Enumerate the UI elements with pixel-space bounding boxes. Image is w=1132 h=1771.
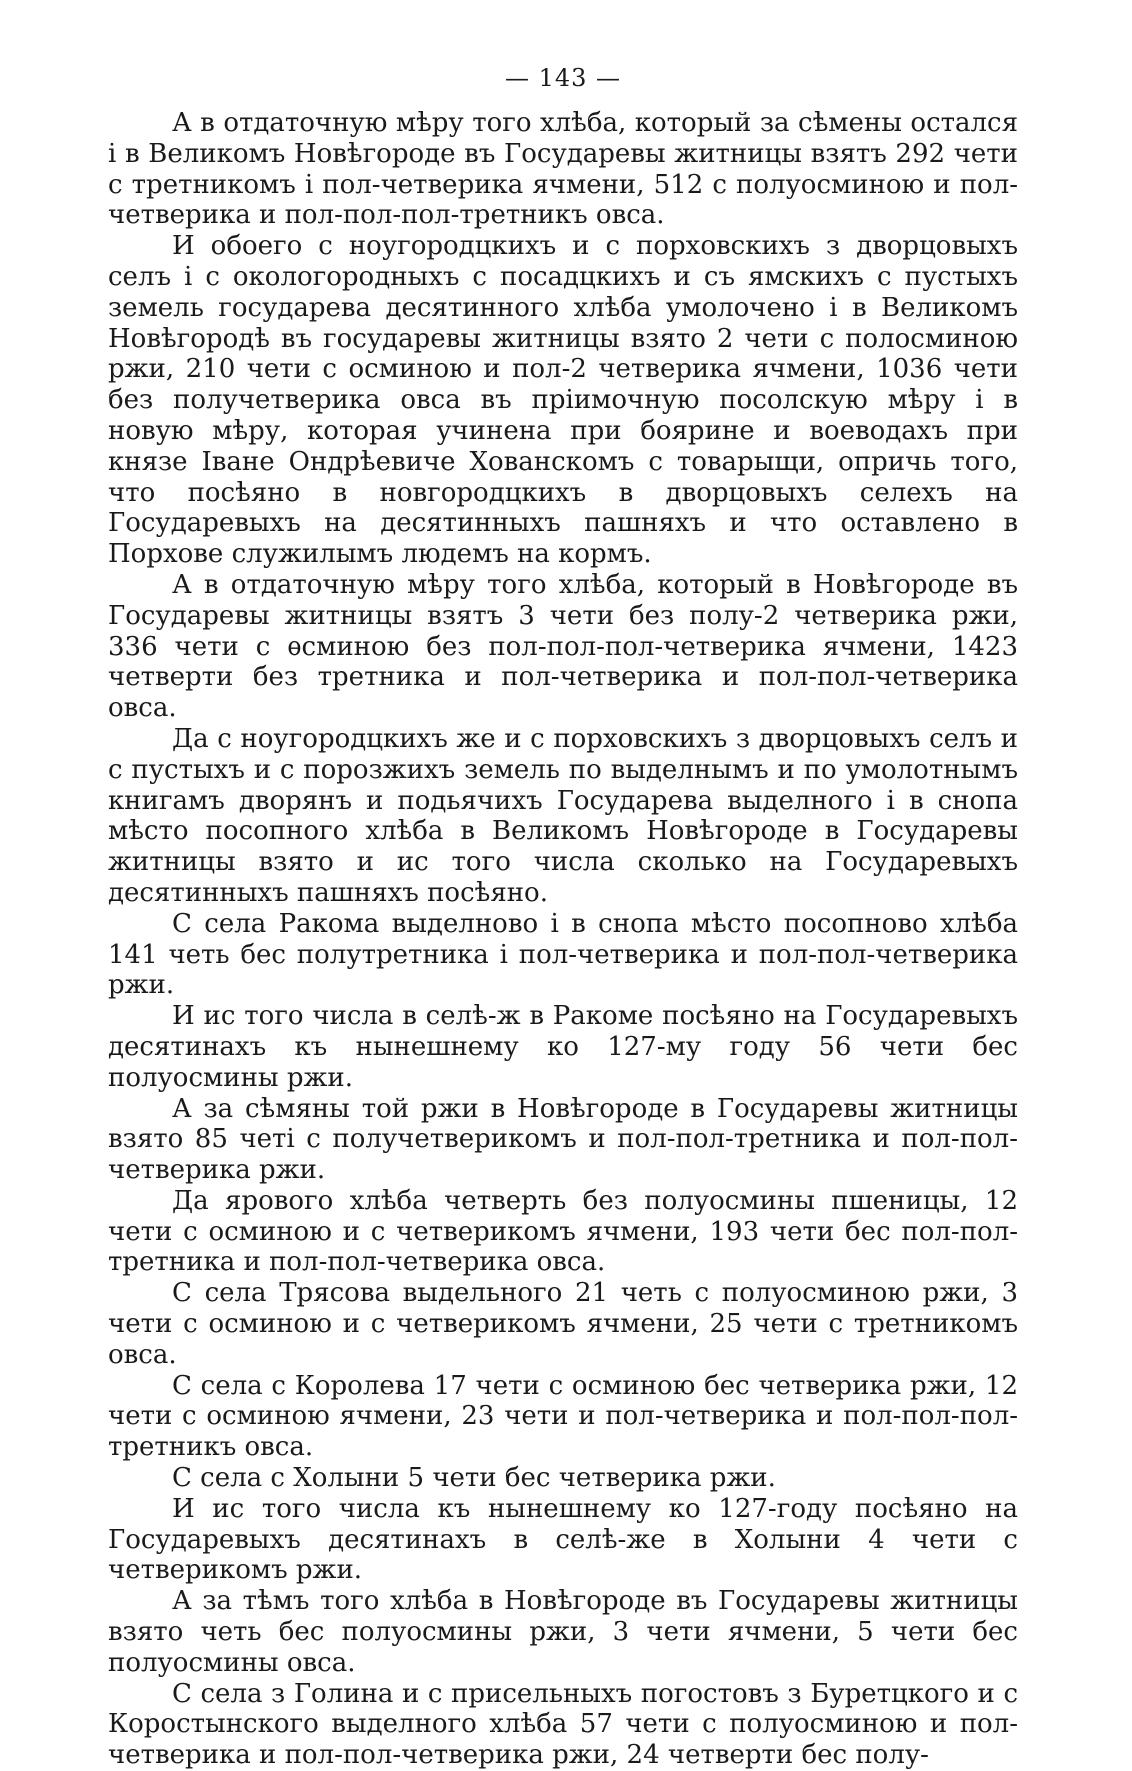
paragraph-14: С села з Голина и с присельныхъ погостовъ з Буретцкого и с Коростынского выделного хлѣба 57 чети с полуосминою и пол-четверика и пол-пол-четверика ржи, 24 четверти бес полу- <box>108 1678 1018 1771</box>
paragraph-5: С села Ракома выделново і в снопа мѣсто посопново хлѣба 141 четь бес полутретника і пол-четверика и пол-пол-четверика ржи. <box>108 908 1018 1001</box>
page-number: — 143 — <box>504 64 622 92</box>
paragraph-10: С села с Королева 17 чети с осминою бес четверика ржи, 12 чети с осминою ячмени, 23 чети и пол-четверика и пол-пол-пол-третникъ овса. <box>108 1370 1018 1463</box>
paragraph-7: А за сѣмяны той ржи в Новѣгороде в Государевы житницы взято 85 четі с получетверикомъ и пол-пол-третника и пол-пол-четверика ржи. <box>108 1093 1018 1186</box>
document-page <box>108 60 1018 1771</box>
paragraph-1: А в отдаточную мѣру того хлѣба, который за сѣмены остался і в Великомъ Новѣгороде въ Государевы житницы взятъ 292 чети с третникомъ і пол-четверика ячмени, 512 с полуосминою и пол-четверика и пол-пол-пол-третникъ овса. <box>108 108 1018 231</box>
paragraph-12: И ис того числа къ нынешнему ко 127-году посѣяно на Государевыхъ десятинахъ в селѣ-же в Холыни 4 чети с четверикомъ ржи. <box>108 1493 1018 1586</box>
paragraph-11: С села с Холыни 5 чети бес четверика ржи. <box>172 1463 776 1494</box>
paragraph-8: Да ярового хлѣба четверть без полуосмины пшеницы, 12 чети с осминою и с четверикомъ ячмени, 193 чети бес пол-пол-третника и пол-пол-четверика овса. <box>108 1185 1018 1278</box>
paragraph-13: А за тѣмъ того хлѣба в Новѣгороде въ Государевы житницы взято четь бес полуосмины ржи, 3 чети ячмени, 5 чети бес полуосмины овса. <box>108 1586 1018 1678</box>
paragraph-9: С села Трясова выдельного 21 четь с полуосминою ржи, 3 чети с осминою и с четверикомъ ячмени, 25 чети с третникомъ овса. <box>108 1278 1018 1370</box>
paragraph-4: Да с ноугородцкихъ же и с порховскихъ з дворцовыхъ селъ и с пустыхъ и с порозжихъ земель по выделнымъ и по умолотнымъ книгамъ дворянъ и подьячихъ Государева выделного і в снопа мѣсто посопного хлѣба в Великомъ Новѣгороде в Государевы житницы взято и ис того числа сколько на Государевыхъ десятинныхъ пашняхъ посѣяно. <box>108 723 1018 908</box>
paragraph-3: А в отдаточную мѣру того хлѣба, который в Новѣгороде въ Государевы житницы взятъ 3 чети без полу-2 четверика ржи, 336 чети с ѳсминою без пол-пол-пол-четверика ячмени, 1423 четверти без третника и пол-четверика и пол-пол-четверика овса. <box>108 569 1018 724</box>
paragraph-2: И обоего с ноугородцкихъ и с порховскихъ з дворцовыхъ селъ і с окологородныхъ с посадцкихъ и съ ямскихъ с пустыхъ земель государева десятинного хлѣба умолочено і в Великомъ Новѣгородѣ въ государевы житницы взято 2 чети с полосминою ржи, 210 чети с осминою и пол-2 четверика ячмени, 1036 чети без получетверика овса въ пріимочную посолскую мѣру і в новую мѣру, которая учинена при боярине и воеводахъ при князе Іване Ондрѣевиче Хованскомъ с товарыщи, опричь того, что посѣяно в новгородцкихъ в дворцовыхъ селехъ на Государевыхъ на десятинныхъ пашняхъ и что оставлено в Порхове служилымъ людемъ на кормъ. <box>108 231 1018 570</box>
paragraph-6: И ис того числа в селѣ-ж в Ракоме посѣяно на Государевыхъ десятинахъ къ нынешнему ко 127-му году 56 чети бес полуосмины ржи. <box>108 1001 1018 1093</box>
